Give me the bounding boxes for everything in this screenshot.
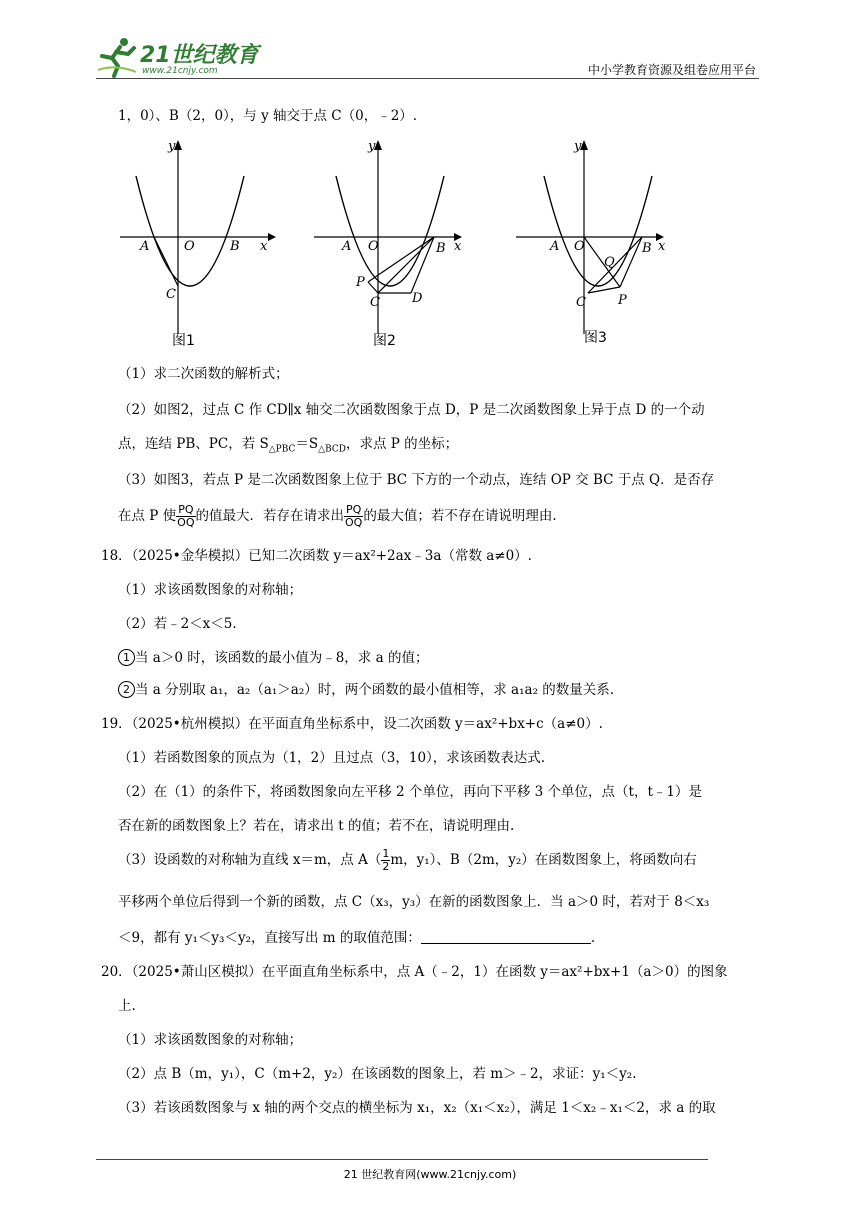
- logo-url: www.21cnjy.com: [142, 66, 218, 76]
- header-divider: [96, 78, 759, 79]
- fig2-b-label: B: [436, 241, 446, 256]
- q19-part3-line1: （3）设函数的对称轴为直线 x＝m，点 A（ $\frac{1}{2}$ m，y₁）、B（2m，y₂）在函数图象上，将函数向右: [118, 847, 697, 873]
- answer-blank[interactable]: [421, 929, 591, 944]
- runner-logo-icon: [96, 36, 140, 78]
- fig2-p-label: P: [356, 275, 365, 290]
- pq-oq-fraction: $\frac{PQ}{OQ}$: [345, 503, 363, 529]
- fig2-a-label: A: [342, 239, 352, 254]
- q19-part3-line3: ＜9，都有 y₁＜y₃＜y₂，直接写出 m 的取值范围： .: [118, 930, 596, 946]
- fig3-c-label: C: [576, 295, 586, 310]
- q19-title: 19．（2025•杭州模拟）在平面直角坐标系中，设二次函数 y＝ax²+bx+c（a≠0）.: [101, 716, 603, 732]
- q18-case1: 1 当 a＞0 时，该函数的最小值为﹣8，求 a 的值；: [118, 648, 428, 668]
- q20-title-line2: 上.: [118, 998, 136, 1014]
- fig1-o-label: O: [184, 239, 195, 254]
- fig2-o-label: O: [368, 239, 379, 254]
- half-fraction: $\frac{1}{2}$: [382, 847, 390, 873]
- q20-title-line1: 20．（2025•萧山区模拟）在平面直角坐标系中，点 A（﹣2，1）在函数 y＝ax²+bx+1（a＞0）的图象: [101, 964, 728, 980]
- q17-part2-line2: 点，连结 PB、PC，若 $S_{\triangle PBC}=S_{\triangle BCD}$，求点 P 的坐标；: [118, 436, 459, 455]
- fig1-b-label: B: [230, 239, 240, 254]
- q19-part1: （1）若函数图象的顶点为（1，2）且过点（3，10），求该函数表达式.: [118, 750, 546, 766]
- fig3-q-label: Q: [604, 255, 615, 270]
- fig1-x-label: x: [260, 239, 268, 254]
- q17-part3-line1: （3）如图3，若点 P 是二次函数图象上位于 BC 下方的一个动点，连结 OP 交 BC 于点 Q．是否存: [118, 472, 715, 488]
- fig2-c-label: C: [370, 295, 380, 310]
- fig3-p-label: P: [618, 293, 627, 308]
- platform-name: 中小学教育资源及组卷应用平台: [587, 63, 756, 77]
- footer-text[interactable]: 21 世纪教育网(www.21cnjy.com): [343, 1168, 517, 1181]
- q19-part2-line2: 否在新的函数图象上？若在，请求出 t 的值；若不在，请说明理由.: [118, 818, 515, 834]
- q18-part2: （2）若﹣2＜x＜5.: [118, 616, 237, 632]
- fig2-d-label: D: [412, 291, 423, 306]
- fig3-a-label: A: [550, 239, 560, 254]
- q20-part1: （1）求该函数图象的对称轴；: [118, 1032, 303, 1048]
- q17-part1: （1）求二次函数的解析式；: [118, 366, 289, 382]
- fig3-y-label: y: [574, 139, 582, 154]
- q18-part1: （1）求该函数图象的对称轴；: [118, 582, 303, 598]
- circled-number: 2: [118, 681, 135, 698]
- circled-number: 1: [118, 649, 135, 666]
- fig3-o-label: O: [574, 239, 585, 254]
- q19-part2-line1: （2）在（1）的条件下，将函数图象向左平移 2 个单位，再向下平移 3 个单位，点（t，t﹣1）是: [118, 784, 702, 800]
- fig2-x-label: x: [454, 239, 462, 254]
- fig1-c-label: C: [166, 287, 176, 302]
- fig2-caption: 图2: [373, 333, 396, 349]
- footer-divider: [96, 1159, 708, 1160]
- q19-part3-line2: 平移两个单位后得到一个新的函数，点 C（x₃，y₃）在新的函数图象上．当 a＞0 时，若对于 8＜x₃: [118, 894, 710, 910]
- q17-figures: [110, 136, 690, 351]
- q20-part3: （3）若该函数图象与 x 轴的两个交点的横坐标为 x₁，x₂（x₁＜x₂），满足 1＜x₂﹣x₁＜2，求 a 的取: [118, 1100, 716, 1116]
- figure-1: [120, 139, 276, 334]
- fig2-y-label: y: [368, 139, 376, 154]
- fig1-a-label: A: [140, 239, 150, 254]
- fig3-caption: 图3: [584, 330, 607, 346]
- figure-3: [516, 139, 666, 334]
- figure-2: [314, 139, 462, 334]
- q17-intro: 1，0）、B（2，0），与 y 轴交于点 C（0，﹣2）.: [118, 108, 418, 124]
- q17-part3-line2: 在点 P 使 $\frac{PQ}{OQ}$ 的值最大．若存在请求出 $\frac{PQ}{OQ}$ 的最大值；若不存在请说明理由.: [118, 503, 557, 529]
- pq-oq-fraction: $\frac{PQ}{OQ}$: [177, 503, 195, 529]
- q18-case2: 2 当 a 分别取 a₁，a₂（a₁＞a₂）时，两个函数的最小值相等，求 a₁a₂ 的数量关系.: [118, 680, 614, 700]
- fig3-x-label: x: [658, 239, 666, 254]
- q17-part2-line1: （2）如图2，过点 C 作 CD∥x 轴交二次函数图象于点 D，P 是二次函数图象上异于点 D 的一个动: [118, 402, 705, 418]
- q20-part2: （2）点 B（m，y₁），C（m+2，y₂）在该函数的图象上，若 m＞﹣2，求证：y₁＜y₂.: [118, 1066, 637, 1082]
- fig3-b-label: B: [642, 241, 652, 256]
- site-logo: [96, 36, 266, 78]
- fig1-y-label: y: [168, 139, 176, 154]
- logo-title: 21世纪教育: [140, 43, 259, 68]
- fig1-caption: 图1: [172, 333, 195, 349]
- q18-title: 18．（2025•金华模拟）已知二次函数 y＝ax²+2ax﹣3a（常数 a≠0）.: [101, 548, 532, 564]
